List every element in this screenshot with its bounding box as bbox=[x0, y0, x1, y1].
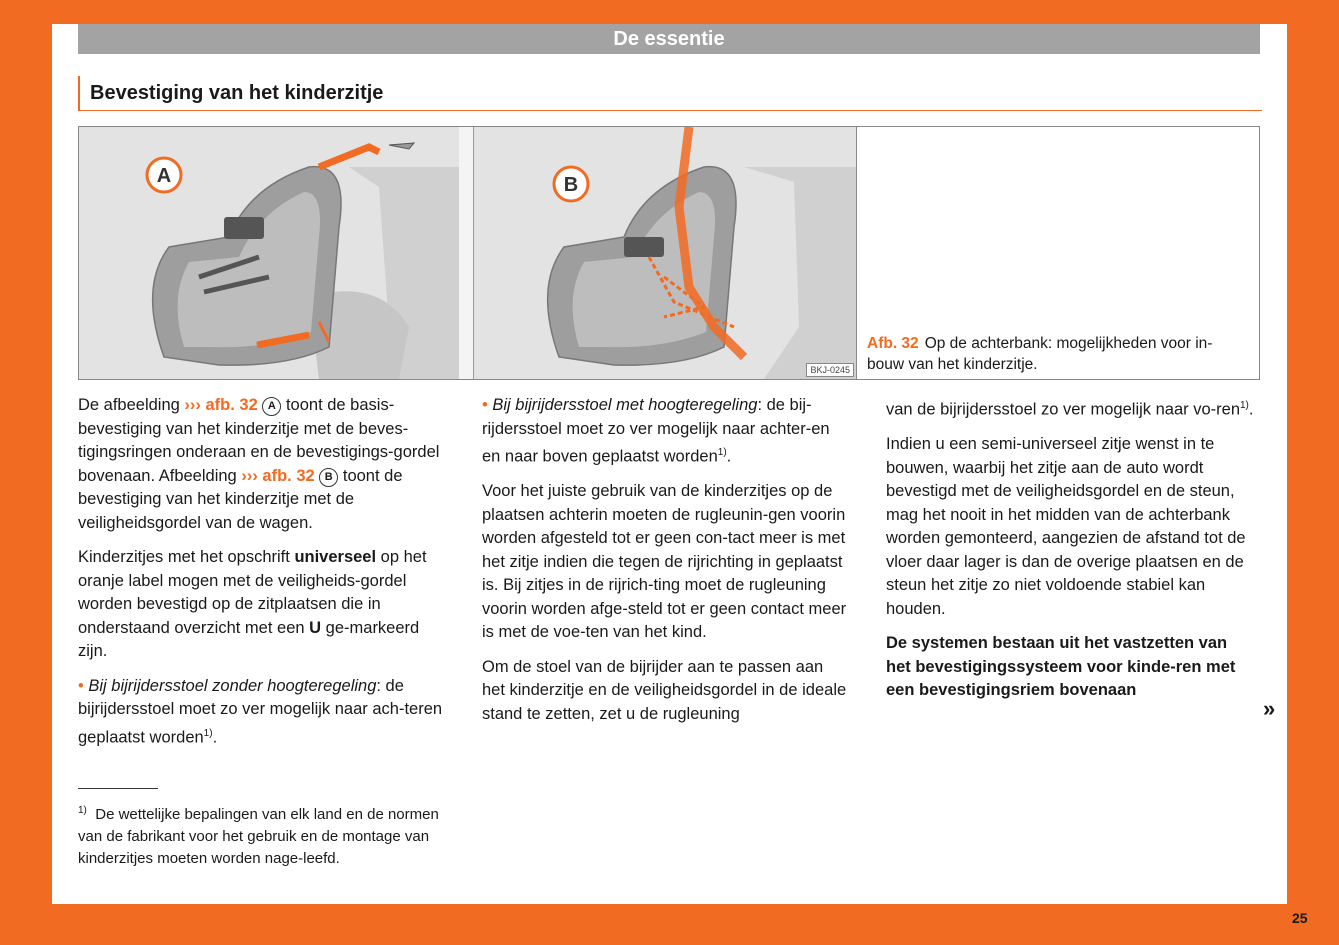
manual-page bbox=[52, 24, 1308, 926]
text: van de bijrijdersstoel zo ver mogelijk naar vo-ren bbox=[886, 400, 1240, 419]
bold-paragraph: De systemen bestaan uit het vastzetten van het bevestigingssysteem voor kinde-ren met een bevestigingsriem bovenaan bbox=[886, 634, 1236, 699]
figure-caption-area bbox=[856, 127, 1260, 379]
circle-label-a: A bbox=[262, 397, 281, 416]
paragraph bbox=[78, 546, 446, 664]
continue-arrow-icon: » bbox=[1263, 696, 1276, 721]
text: ge-markeerd zijn. bbox=[78, 618, 420, 660]
text-column-1 bbox=[78, 394, 446, 761]
paragraph: Indien u een semi-universeel zitje wenst in te bouwen, waarbij het zitje aan de auto wordt bevestigd met de veiligheidsgordel en de steun, mag het nooit in het midden van de achterbank worden gemonteerd, aangezien de afstand tot de vloer daar lager is dan de overige plaatsen en de steun het zitje zo niet voldoende stabiel kan houden. bbox=[886, 435, 1246, 618]
section-heading bbox=[78, 76, 1262, 111]
footnote-text: De wettelijke bepalingen van elk land en de normen van de fabrikant voor het gebruik en de montage van kinderzitjes moeten worden nage-leefd. bbox=[78, 806, 439, 867]
caption-text: Op de achterbank: mogelijkheden voor in-bouw van het kinderzitje. bbox=[867, 335, 1213, 373]
section-title: Bevestiging van het kinderzitje bbox=[90, 82, 384, 104]
text: De afbeelding bbox=[78, 396, 180, 414]
footnote bbox=[78, 800, 448, 870]
figure-panel-a bbox=[79, 127, 459, 379]
bullet-icon: • bbox=[482, 396, 488, 414]
text: . bbox=[212, 728, 218, 746]
italic-text: Bij bijrijdersstoel met hoogteregeling bbox=[492, 396, 758, 414]
footnote-ref[interactable]: 1) bbox=[1240, 400, 1249, 411]
figure-caption bbox=[867, 333, 1247, 375]
text: . bbox=[726, 447, 732, 466]
footnote-divider bbox=[78, 788, 158, 789]
child-seat-illustration-a bbox=[79, 127, 459, 379]
footnote-ref[interactable]: 1) bbox=[203, 727, 213, 739]
text: toont de basis-bevestiging van het kinderzitje met de beves-tigingsringen onderaan en de bevestigings-gordel bovenaan. Afbeelding bbox=[78, 396, 440, 485]
bold-text: universeel bbox=[294, 548, 377, 566]
chapter-header: De essentie bbox=[78, 24, 1260, 54]
text: toont de bevestiging van het kinderzitje met de veiligheidsgordel van de wagen. bbox=[78, 466, 403, 532]
bold-text: U bbox=[309, 618, 322, 637]
footnote-ref[interactable]: 1) bbox=[717, 447, 727, 458]
bullet-paragraph bbox=[482, 394, 850, 469]
text: op het oranje label mogen met de veiligheids-gordel worden bevestigd op de zitplaatsen die in onderstaand overzicht met een bbox=[78, 548, 427, 637]
figure-label-a: A bbox=[156, 165, 172, 187]
figure-label-b: B bbox=[563, 174, 579, 196]
text: . bbox=[1248, 400, 1254, 419]
figure-link[interactable]: ››› afb. 32 bbox=[184, 396, 258, 414]
figure-code: BKJ-0245 bbox=[806, 363, 854, 377]
figure-separator bbox=[459, 127, 473, 379]
bullet-paragraph bbox=[78, 675, 446, 750]
text-column-3 bbox=[886, 394, 1254, 714]
italic-text: Bij bijrijdersstoel zonder hoogteregeling bbox=[88, 676, 377, 695]
caption-ref: Afb. 32 bbox=[867, 335, 919, 352]
paragraph bbox=[78, 394, 446, 535]
figure-32 bbox=[78, 126, 1260, 380]
text: : de bij-rijdersstoel moet zo ver mogelijk naar achter-en en naar boven geplaatst worden bbox=[482, 396, 830, 466]
text: Kinderzitjes met het opschrift bbox=[78, 548, 290, 566]
page-number: 25 bbox=[1292, 910, 1308, 926]
text-column-2 bbox=[482, 394, 850, 737]
text: : de bijrijdersstoel moet zo ver mogelijk naar ach-teren geplaatst worden bbox=[78, 676, 443, 746]
paragraph: Voor het juiste gebruik van de kinderzitjes op de plaatsen achterin moeten de rugleunin-gen voorin worden afgesteld tot er geen con-tact meer is met het zitje indien die tegen de rijrichting in geplaatst is. Bij zitjes in de rijrich-ting moet de rugleuning voorin worden afge-steld tot er geen contact meer is met de voe-ten van het kind. bbox=[482, 482, 847, 641]
footnote-marker: 1) bbox=[78, 805, 87, 816]
child-seat-illustration-b bbox=[474, 127, 856, 379]
paragraph bbox=[886, 394, 1254, 422]
paragraph: Om de stoel van de bijrijder aan te passen aan het kinderzitje en de veiligheidsgordel in de ideale stand te zetten, zet u de rugleuning bbox=[482, 657, 847, 723]
figure-link[interactable]: ››› afb. 32 bbox=[241, 466, 315, 485]
circle-label-b: B bbox=[319, 468, 338, 487]
bullet-icon: • bbox=[78, 676, 84, 695]
figure-panel-b bbox=[473, 127, 856, 379]
